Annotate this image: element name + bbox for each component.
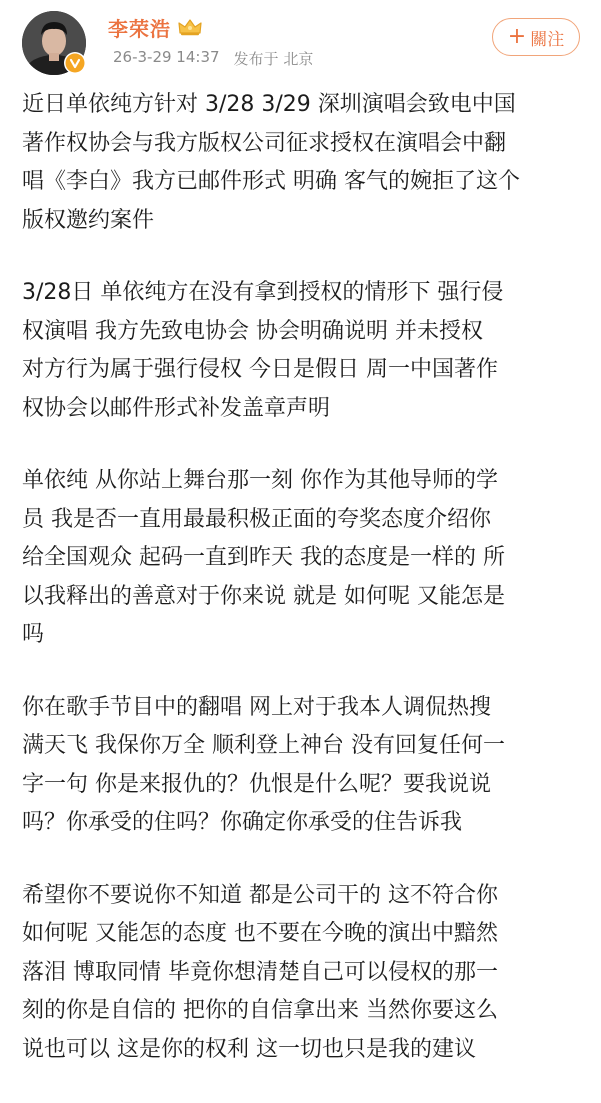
text-line: 权演唱 我方先致电协会 协会明确说明 并未授权 — [22, 318, 483, 344]
text-line: 版权邀约案件 — [22, 207, 155, 233]
post-time: 26-3-29 14:37 — [113, 48, 220, 66]
paragraph-4 — [22, 689, 584, 843]
text-line: 刻的你是自信的 把你的自信拿出来 当然你要这么 — [22, 998, 498, 1023]
text-line: 单依纯 从你站上舞台那一刻 你作为其他导师的学 — [22, 468, 498, 493]
text-line: 以我释出的善意对于你来说 就是 如何呢 又能怎是 — [22, 583, 505, 609]
text-line: 员 我是否一直用最最积极正面的夸奖态度介绍你 — [22, 506, 491, 532]
follow-label: 關注 — [530, 29, 565, 50]
author-name-row — [108, 12, 203, 42]
text-line: 对方行为属于强行侵权 今日是假日 周一中国著作 — [22, 357, 498, 382]
text-line: 给全国观众 起码一直到昨天 我的态度是一样的 所 — [22, 545, 505, 570]
text-line: 著作权协会与我方版权公司征求授权在演唱会中翻 — [22, 130, 507, 156]
crown-icon — [177, 17, 203, 37]
post-meta — [113, 48, 313, 69]
paragraph-1 — [22, 86, 584, 240]
text-line: 3/28日 单依纯方在没有拿到授权的情形下 强行侵 — [22, 280, 504, 305]
text-line: 你在歌手节目中的翻唱 网上对于我本人调侃热搜 — [22, 694, 491, 720]
follow-button[interactable] — [492, 18, 580, 56]
text-line: 字一句 你是来报仇的？仇恨是什么呢？要我说说 — [22, 771, 491, 797]
paragraph-5 — [22, 877, 584, 1070]
post-location: 发布于 北京 — [233, 50, 314, 68]
paragraph-2 — [22, 274, 584, 428]
text-line: 唱《李白》我方已邮件形式 明确 客气的婉拒了这个 — [22, 169, 520, 194]
text-line: 近日单依纯方针对 3/28 3/29 深圳演唱会致电中国 — [22, 92, 516, 117]
plus-icon: + — [507, 24, 527, 49]
text-line: 吗？你承受的住吗？你确定你承受的住告诉我 — [22, 810, 463, 835]
text-line: 希望你不要说你不知道 都是公司干的 这不符合你 — [22, 882, 498, 908]
author-name[interactable]: 李荣浩 — [108, 16, 171, 41]
text-line: 权协会以邮件形式补发盖章声明 — [22, 395, 331, 421]
text-line: 落泪 博取同情 毕竟你想清楚自己可以侵权的那一 — [22, 959, 498, 985]
post-header — [0, 0, 601, 82]
post-body — [22, 86, 584, 1103]
text-line: 如何呢 又能怎的态度 也不要在今晚的演出中黯然 — [22, 921, 498, 946]
text-line: 说也可以 这是你的权利 这一切也只是我的建议 — [22, 1036, 476, 1062]
text-line: 吗 — [22, 622, 45, 647]
text-line: 满天飞 我保你万全 顺利登上神台 没有回复任何一 — [22, 733, 505, 758]
paragraph-3 — [22, 462, 584, 655]
verified-badge-icon — [64, 52, 86, 74]
